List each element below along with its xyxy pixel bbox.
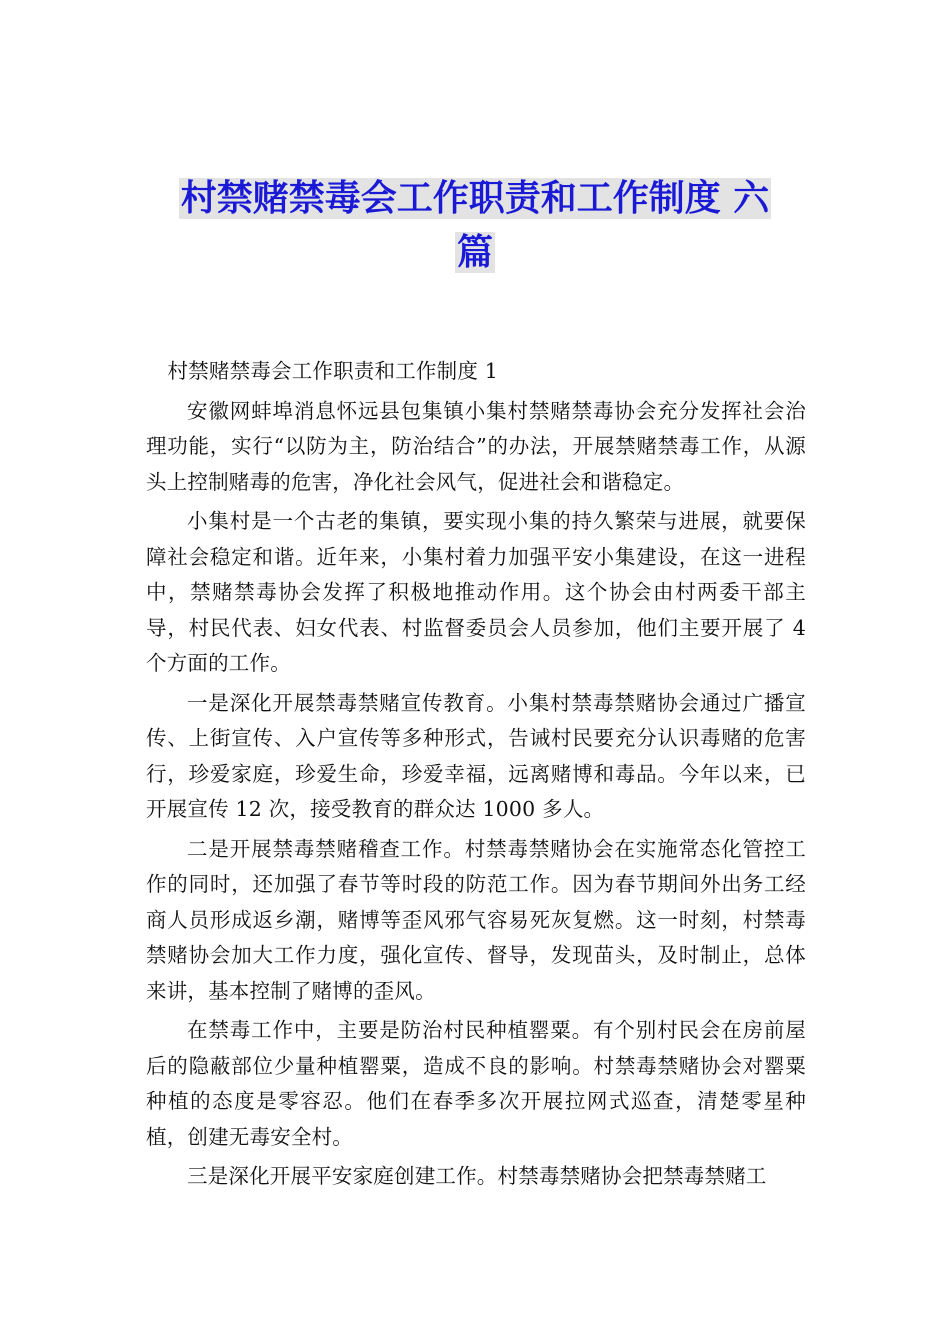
title-line-2: [150, 226, 800, 280]
paragraph-5: 在禁毒工作中，主要是防治村民种植罂粟。有个别村民会在房前屋后的隐蔽部位少量种植罂粟，造成不良的影响。村禁毒禁赌协会对罂粟种植的态度是零容忍。他们在春季多次开展拉网式巡查，清楚零星种植，创建无毒安全村。: [146, 1018, 806, 1149]
paragraph-3: 一是深化开展禁毒禁赌宣传教育。小集村禁毒禁赌协会通过广播宣传、上街宣传、入户宣传等多种形式，告诫村民要充分认识毒赌的危害行，珍爱家庭，珍爱生命，珍爱幸福，远离赌博和毒品。今年以来，已开展宣传 12 次，接受教育的群众达 1000 多人。: [146, 690, 806, 821]
section-heading: 村禁赌禁毒会工作职责和工作制度 1: [167, 359, 498, 383]
document-body: [146, 354, 806, 1199]
paragraph-4: 二是开展禁毒禁赌稽查工作。村禁毒禁赌协会在实施常态化管控工作的同时，还加强了春节等时段的防范工作。因为春节期间外出务工经商人员形成返乡潮，赌博等歪风邪气容易死灰复燃。这一时刻，村禁毒禁赌协会加大工作力度，强化宣传、督导，发现苗头，及时制止，总体来讲，基本控制了赌博的歪风。: [146, 836, 806, 1003]
paragraph-2: 小集村是一个古老的集镇，要实现小集的持久繁荣与进展，就要保障社会稳定和谐。近年来，小集村着力加强平安小集建设，在这一进程中，禁赌禁毒协会发挥了积极地推动作用。这个协会由村两委干部主导，村民代表、妇女代表、村监督委员会人员参加，他们主要开展了 4 个方面的工作。: [146, 509, 806, 675]
title-line-2-text: 篇: [456, 232, 493, 273]
document-title: [150, 172, 800, 280]
title-line-1-text: 村禁赌禁毒会工作职责和工作制度 六: [180, 178, 770, 219]
title-line-1: [150, 172, 800, 226]
paragraph-1: 安徽网蚌埠消息怀远县包集镇小集村禁赌禁毒协会充分发挥社会治理功能，实行“以防为主，防治结合”的办法，开展禁赌禁毒工作，从源头上控制赌毒的危害，净化社会风气，促进社会和谐稳定。: [146, 398, 806, 494]
paragraph-6: 三是深化开展平安家庭创建工作。村禁毒禁赌协会把禁毒禁赌工: [187, 1164, 767, 1188]
